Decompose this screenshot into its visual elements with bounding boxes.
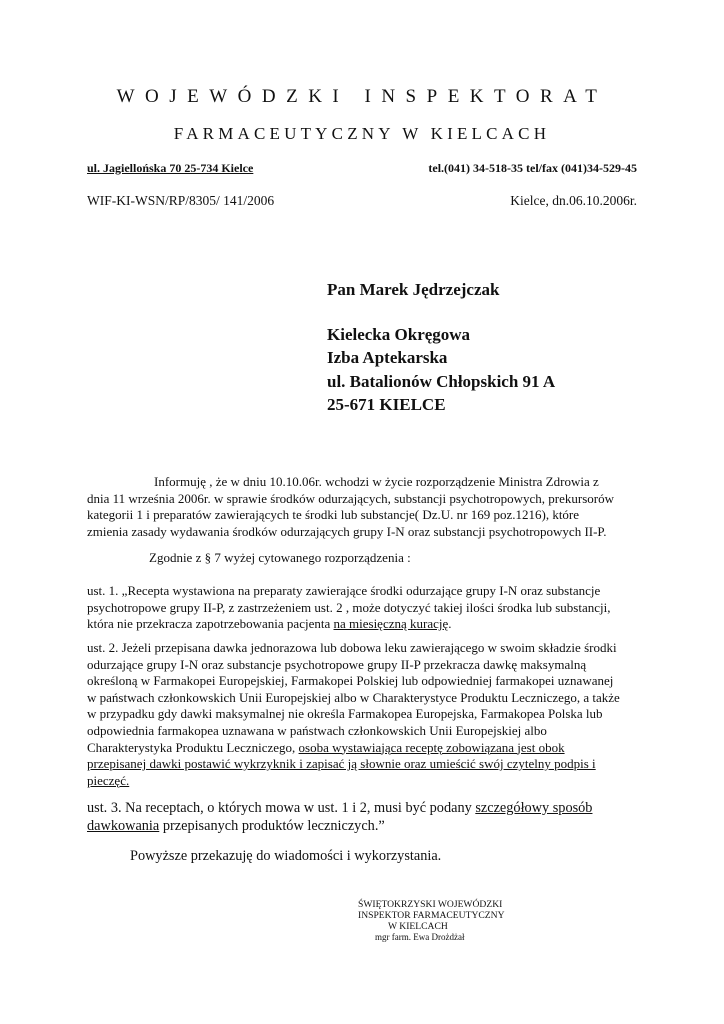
reference-number: WIF-KI-WSN/RP/8305/ 141/2006	[87, 193, 275, 208]
ust1-emphasis: na miesięczną kurację	[333, 616, 449, 632]
closing-line: Powyższe przekazuję do wiadomości i wykorzystania.	[130, 848, 442, 864]
ust2-line: odpowiednia farmakopea uznawana w państwach członkowskich Unii Europejskiej albo	[87, 722, 547, 738]
ust1-text: która nie przekracza zapotrzebowania pacjenta	[87, 616, 334, 632]
citation-line: Zgodnie z § 7 wyżej cytowanego rozporządzenia :	[149, 550, 411, 565]
intro-line: dnia 11 września 2006r. w sprawie środków odurzających, substancji psychotropowych, prekursorów	[87, 490, 614, 506]
ust2-line: odurzające grupy I-N oraz substancje psychotropowe grupy II-P przekracza dawkę maksymalną	[87, 656, 587, 672]
ust3-emphasis: dawkowania	[87, 818, 160, 834]
ust1-period: .	[448, 616, 452, 632]
signature-line: ŚWIĘTOKRZYSKI WOJEWÓDZKI	[358, 899, 503, 910]
ust2-paragraph	[87, 640, 637, 789]
letterhead-contact	[87, 161, 637, 176]
signature-line: INSPEKTOR FARMACEUTYCZNY	[358, 910, 505, 921]
recipient-city: 25-671 KIELCE	[327, 395, 446, 414]
letterhead-title: WOJEWÓDZKI INSPEKTORAT	[116, 86, 608, 107]
ust2-emphasis: przepisanej dawki postawić wykrzyknik i zapisać ją słownie oraz umieścić swój czytelny podpis i	[87, 756, 596, 772]
ust2-line: w przypadku gdy dawki maksymalnej nie określa Farmakopea Europejska, Farmakopea Polska lub	[87, 706, 603, 722]
ust2-line	[87, 740, 637, 757]
ust1-line: ust. 1. „Recepta wystawiona na preparaty zawierające środki odurzające grupy I-N oraz substancje	[87, 583, 601, 598]
intro-line: zmienia zasady wydawania środków odurzających grupy I-N oraz substancji psychotropowych II-P.	[87, 523, 607, 539]
place-date: Kielce, dn.06.10.2006r.	[510, 193, 637, 208]
ust3-line	[87, 799, 637, 817]
ust3-text: ust. 3. Na receptach, o których mowa w ust. 1 i 2, musi być podany	[87, 800, 476, 816]
recipient-org-line2: Izba Aptekarska	[327, 348, 448, 367]
ust2-line	[87, 756, 637, 773]
intro-line: Informuję , że w dniu 10.10.06r. wchodzi w życie rozporządzenie Ministra Zdrowia z	[154, 474, 599, 489]
ust2-line: w państwach członkowskich Unii Europejskiej albo w Charakterystyce Produktu Leczniczego, a także	[87, 689, 620, 705]
office-phone: tel.(041) 34-518-35 tel/fax (041)34-529-45	[428, 161, 637, 175]
ust1-line	[87, 616, 637, 633]
ust1-paragraph	[87, 583, 637, 633]
ust2-line	[87, 773, 637, 790]
recipient-street: ul. Batalionów Chłopskich 91 A	[327, 372, 556, 391]
ust2-emphasis: osoba wystawiająca receptę zobowiązana jest obok	[298, 739, 565, 755]
reference-line	[87, 193, 637, 209]
ust2-text: Charakterystyka Produktu Leczniczego,	[87, 739, 299, 755]
intro-paragraph	[87, 474, 637, 540]
ust2-emphasis: pieczęć.	[87, 772, 130, 788]
closing-paragraph	[87, 848, 637, 865]
ust2-line: ust. 2. Jeżeli przepisana dawka jednorazowa lub dobowa leku zawierającego w swoim składzie środki	[87, 640, 617, 655]
office-address: ul. Jagiellońska 70 25-734 Kielce	[87, 161, 254, 175]
ust3-text: przepisanych produktów leczniczych.”	[159, 818, 385, 834]
recipient-org-line1: Kielecka Okręgowa	[327, 325, 471, 344]
letterhead-subtitle: FARMACEUTYCZNY W KIELCACH	[173, 124, 551, 143]
ust3-emphasis: szczegółowy sposób	[475, 800, 593, 816]
ust1-line: psychotropowe grupy II-P, z zastrzeżeniem ust. 2 , może dotyczyć takiej ilości środka lub substancji,	[87, 599, 611, 615]
signature-name: mgr farm. Ewa Drożdżał	[375, 932, 465, 942]
ust2-line: określoną w Farmakopei Europejskiej, Farmakopei Polskiej lub odpowiedniej farmakopei uznawanej	[87, 673, 614, 689]
citation-paragraph	[87, 550, 637, 567]
recipient-name: Pan Marek Jędrzejczak	[327, 280, 500, 299]
intro-line: kategorii 1 i preparatów zawierających te środki lub substancje( Dz.U. nr 169 poz.1216), które	[87, 507, 580, 523]
ust3-paragraph	[87, 799, 637, 835]
signature-line: W KIELCACH	[388, 921, 448, 932]
ust3-line	[87, 817, 637, 835]
